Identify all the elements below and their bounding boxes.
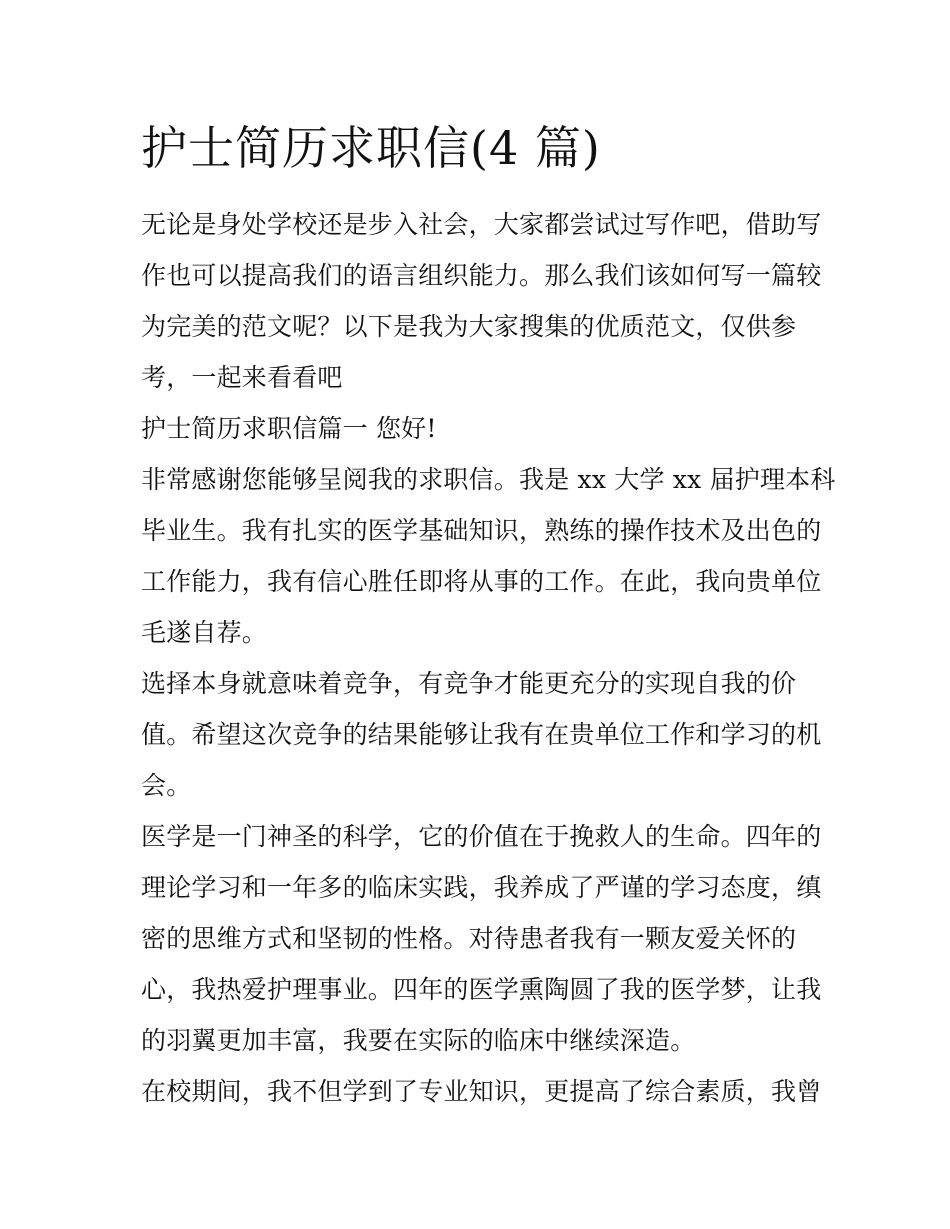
text-line: 无论是身处学校还是步入社会，大家都尝试过写作吧，借助写 — [141, 210, 822, 239]
text-line: 选择本身就意味着竞争，有竞争才能更充分的实现自我的价 — [141, 669, 797, 698]
text-line: 在校期间，我不但学到了专业知识，更提高了综合素质，我曾 — [141, 1077, 822, 1106]
section-heading-line: 护士简历求职信篇一 您好! — [141, 414, 437, 443]
text-line: 会。 — [141, 771, 192, 800]
text-line: 考，一起来看看吧 — [141, 363, 343, 392]
text-line: 心，我热爱护理事业。四年的医学熏陶圆了我的医学梦，让我 — [141, 975, 822, 1004]
text-line: 值。希望这次竞争的结果能够让我有在贵单位工作和学习的机 — [141, 720, 822, 749]
text-line: 作也可以提高我们的语言组织能力。那么我们该如何写一篇较 — [141, 261, 822, 290]
document-body — [141, 199, 836, 1117]
text-line: 工作能力，我有信心胜任即将从事的工作。在此，我向贵单位 — [141, 567, 822, 596]
text-line: 毛遂自荐。 — [141, 618, 268, 647]
text-line: 医学是一门神圣的科学，它的价值在于挽救人的生命。四年的 — [141, 822, 822, 851]
text-line: 非常感谢您能够呈阅我的求职信。我是 xx 大学 xx 届护理本科 — [141, 465, 836, 494]
text-line: 的羽翼更加丰富，我要在实际的临床中继续深造。 — [141, 1026, 696, 1055]
text-line: 毕业生。我有扎实的医学基础知识，熟练的操作技术及出色的 — [141, 516, 822, 545]
document-title: 护士简历求职信(4 篇) — [141, 121, 601, 175]
text-line: 理论学习和一年多的临床实践，我养成了严谨的学习态度，缜 — [141, 873, 822, 902]
text-line: 为完美的范文呢？以下是我为大家搜集的优质范文，仅供参 — [141, 312, 797, 341]
text-line: 密的思维方式和坚韧的性格。对待患者我有一颗友爱关怀的 — [141, 924, 797, 953]
